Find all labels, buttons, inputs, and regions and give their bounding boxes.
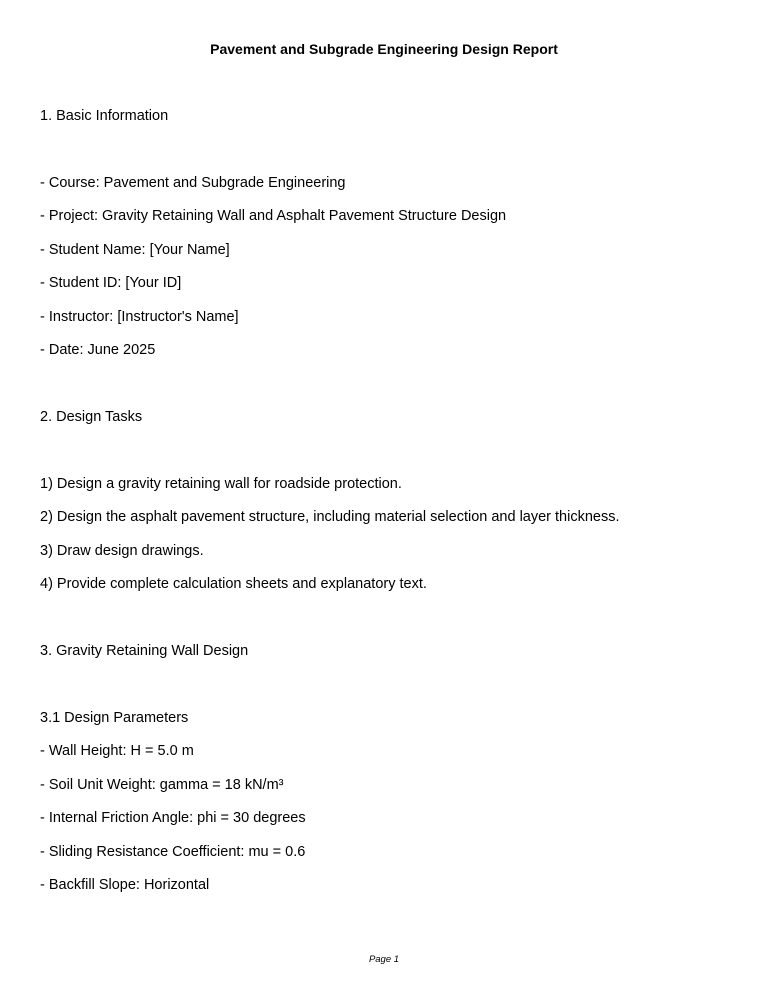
section-heading-retaining-wall: 3. Gravity Retaining Wall Design bbox=[40, 643, 249, 659]
subsection-heading-design-parameters: 3.1 Design Parameters bbox=[40, 710, 189, 726]
info-student-name: - Student Name: [Your Name] bbox=[40, 242, 230, 258]
info-project: - Project: Gravity Retaining Wall and Asphalt Pavement Structure Design bbox=[40, 208, 507, 224]
param-backfill-slope: - Backfill Slope: Horizontal bbox=[40, 877, 210, 893]
param-sliding-coefficient: - Sliding Resistance Coefficient: mu = 0.6 bbox=[40, 844, 306, 860]
info-student-id: - Student ID: [Your ID] bbox=[40, 275, 182, 291]
param-wall-height: - Wall Height: H = 5.0 m bbox=[40, 743, 194, 759]
section-heading-basic-information: 1. Basic Information bbox=[40, 108, 169, 124]
info-instructor: - Instructor: [Instructor's Name] bbox=[40, 309, 239, 325]
param-soil-unit-weight: - Soil Unit Weight: gamma = 18 kN/m³ bbox=[40, 777, 284, 793]
task-item: 1) Design a gravity retaining wall for roadside protection. bbox=[40, 476, 402, 492]
task-item: 4) Provide complete calculation sheets and explanatory text. bbox=[40, 576, 427, 592]
param-friction-angle: - Internal Friction Angle: phi = 30 degrees bbox=[40, 810, 306, 826]
info-date: - Date: June 2025 bbox=[40, 342, 156, 358]
page-number: Page 1 bbox=[368, 954, 400, 965]
section-heading-design-tasks: 2. Design Tasks bbox=[40, 409, 143, 425]
page-title: Pavement and Subgrade Engineering Design Report bbox=[210, 41, 558, 57]
info-course: - Course: Pavement and Subgrade Engineering bbox=[40, 175, 346, 191]
task-item: 3) Draw design drawings. bbox=[40, 543, 204, 559]
task-item: 2) Design the asphalt pavement structure, including material selection and layer thickness. bbox=[40, 509, 620, 525]
